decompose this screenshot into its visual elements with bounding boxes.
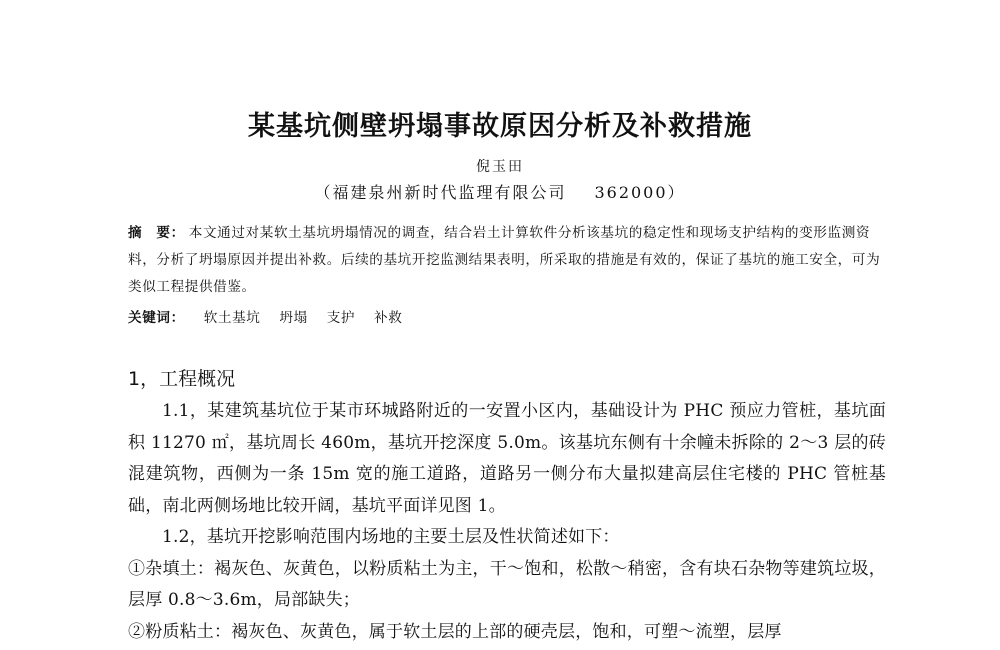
section-heading: 1，工程概况: [128, 368, 236, 390]
affiliation: [0, 180, 1000, 203]
keywords-label: 关键词：: [128, 310, 185, 326]
affiliation-name: （福建泉州新时代监理有限公司: [314, 183, 567, 202]
paragraph: 1.1，某建筑基坑位于某市环城路附近的一安置小区内，基础设计为 PHC 预应力管桩，基坑面积 11270 ㎡，基坑周长 460m，基坑开挖深度 5.0m。该基坑东侧有十余幢未拆除的 2～3 层的砖混建筑物，西侧为一条 15m 宽的施工道路，道路另一侧分布大量拟建高层住宅楼的 PHC 管桩基础，南北两侧场地比较开阔，基坑平面详见图 1。: [128, 401, 886, 516]
affiliation-zip: 362000）: [594, 183, 686, 202]
paper-title: 某基坑侧壁坍塌事故原因分析及补救措施: [248, 111, 752, 142]
abstract: [128, 220, 884, 301]
body-text: [128, 396, 886, 648]
keyword: 软土基坑: [203, 310, 261, 326]
author-name: 倪玉田: [476, 159, 524, 175]
keyword: 支护: [326, 310, 356, 326]
keyword: 坍塌: [279, 310, 308, 326]
paragraph: ②粉质粘土：褐灰色、灰黄色，属于软土层的上部的硬壳层，饱和，可塑～流塑，层厚: [128, 621, 782, 642]
paragraph: 1.2，基坑开挖影响范围内场地的主要土层及性状简述如下：: [162, 527, 620, 547]
paragraph: ①杂填土：褐灰色、灰黄色，以粉质粘土为主，干～饱和，松散～稍密，含有块石杂物等建筑垃圾，层厚 0.8～3.6m，局部缺失；: [128, 558, 886, 610]
abstract-text: 本文通过对某软土基坑坍塌情况的调查，结合岩土计算软件分析该基坑的稳定性和现场支护结构的变形监测资料，分析了坍塌原因并提出补救。后续的基坑开挖监测结果表明，所采取的措施是有效的，保证了基坑的施工安全，可为类似工程提供借鉴。: [128, 225, 881, 295]
keywords: [128, 306, 884, 326]
keyword: 补救: [374, 310, 403, 326]
abstract-label: 摘 要：: [128, 225, 185, 241]
